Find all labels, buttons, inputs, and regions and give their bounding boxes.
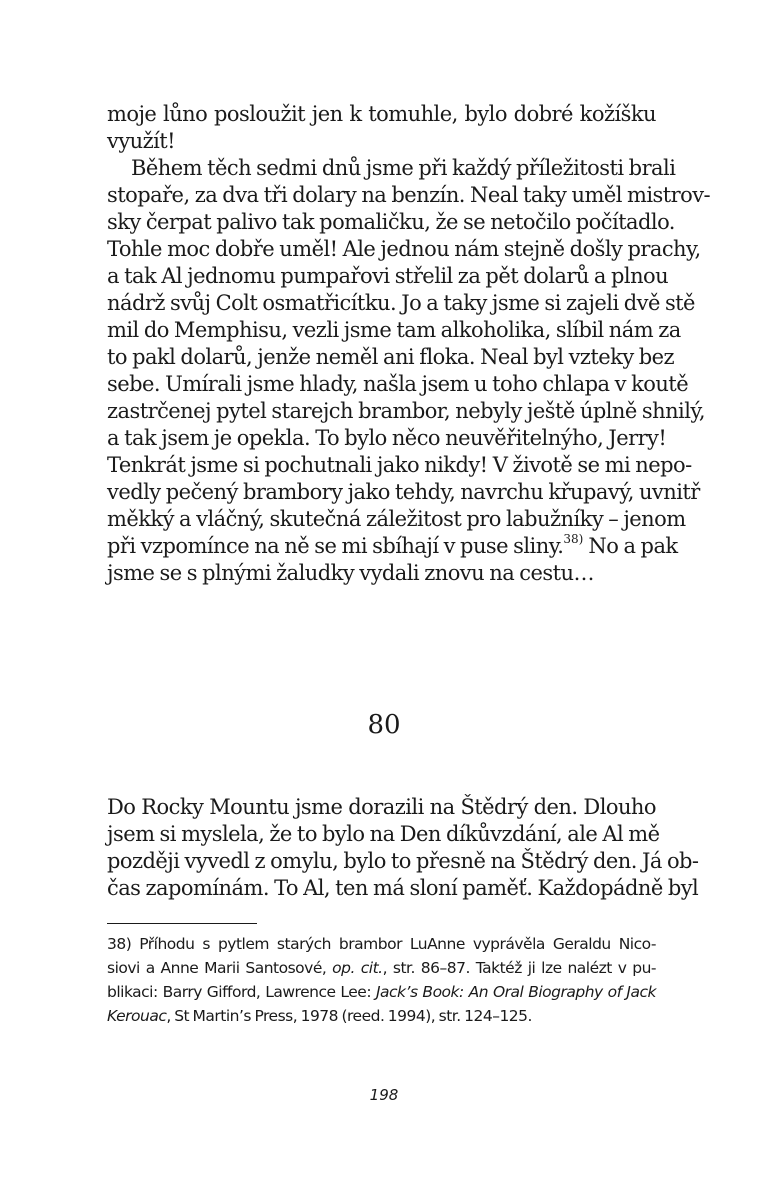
text-line: jsem si myslela, že to bylo na Den díkůvzdání, ale Al mě [107,822,660,846]
text-line: Do Rocky Mountu jsme dorazili na Štědrý den. Dlouho [107,795,656,819]
text-line: moje lůno posloužit jen k tomuhle, bylo dobré kožíšku [107,102,656,126]
text-line: měkký a vláčný, skutečná záležitost pro labužníky – jenom [107,507,686,531]
text-line: využít! [107,129,176,153]
text-line: jsme se s plnými žaludky vydali znovu na cestu… [107,561,594,585]
footnote-line [107,980,656,1004]
text-line: Tohle moc dobře uměl! Ale jednou nám stejně došly prachy, [107,237,701,261]
text-line-with-footnote-ref [107,532,678,560]
text-italic: Jack’s Book: An Oral Biography of Jack [375,983,656,1001]
chapter-number: 80 [367,710,401,740]
text-line: to pakl dolarů, jenže neměl ani floka. Neal byl vzteky bez [107,345,675,369]
footnote-separator [107,923,257,924]
text-line: sebe. Umírali jsme hlady, našla jsem u toho chlapa v koutě [107,372,689,396]
text-line: a tak Al jednomu pumpařovi střelil za pět dolarů a plnou [107,264,669,288]
text-segment: , str. 86–87. Taktéž ji lze nalézt v pu- [382,959,656,977]
footnote-line [107,956,656,980]
text-segment: , St Martin’s Press, 1978 (reed. 1994), str. 124–125. [166,1007,532,1025]
text-italic: Kerouac [107,1007,167,1025]
text-line: nádrž svůj Colt osmatřicítku. Jo a taky jsme si zajeli dvě stě [107,291,695,315]
text-line: stopaře, za dva tři dolary na benzín. Neal taky uměl mistrov- [107,183,711,207]
text-line: a tak jsem je opekla. To bylo něco neuvěřitelnýho, Jerry! [107,426,667,450]
text-italic: op. cit. [332,959,383,977]
footnote-reference[interactable]: 38) [563,532,584,546]
text-line: vedly pečený brambory jako tehdy, navrchu křupavý, uvnitř [107,480,700,504]
page-number: 198 [369,1086,399,1104]
text-segment: siovi a Anne Marii Santosové, [107,959,333,977]
text-line: zastrčenej pytel starejch brambor, nebyly ještě úplně shnilý, [107,399,706,423]
text-line: sky čerpat palivo tak pomaličku, že se netočilo počítadlo. [107,210,675,234]
footnote-line: 38) Příhodu s pytlem starých brambor LuAnne vyprávěla Geraldu Nico- [107,935,656,953]
text-segment: při vzpomínce na ně se mi sbíhají v puse sliny. [107,534,564,558]
text-line: později vyvedl z omylu, bylo to přesně na Štědrý den. Já ob- [107,849,699,873]
text-line: Tenkrát jsme si pochutnali jako nikdy! V životě se mi nepo- [107,453,692,477]
text-line: čas zapomínám. To Al, ten má sloní paměť. Každopádně byl [107,876,699,900]
text-segment: blikaci: Barry Gifford, Lawrence Lee: [107,983,376,1001]
footnote-line [107,1004,656,1028]
text-segment: No a pak [583,534,678,558]
text-line: Během těch sedmi dnů jsme při každý příležitosti brali [131,156,676,180]
text-line: mil do Memphisu, vezli jsme tam alkoholika, slíbil nám za [107,318,681,342]
